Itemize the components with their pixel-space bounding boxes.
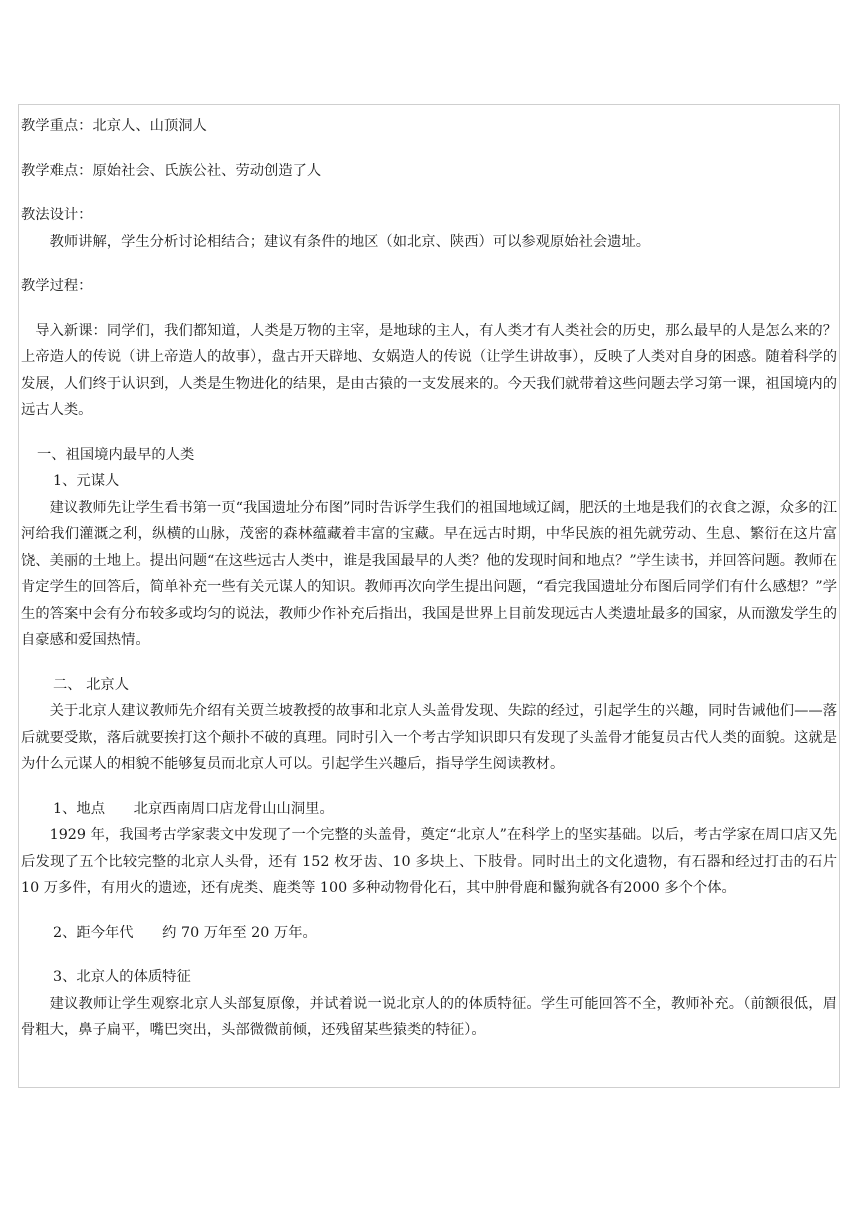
section2-body: 关于北京人建议教师先介绍有关贾兰坡教授的故事和北京人头盖骨发现、失踪的经过，引起学生的兴趣，同时告诫他们——落后就要受欺，落后就要挨打这个颠扑不破的真理。同时引入一个考古学知识即只有发现了头盖骨才能复员古代人类的面貌。这就是为什么元谋人的相貌不能够复员而北京人可以。引起学生兴趣后，指导学生阅读教材。 xyxy=(21,703,837,772)
section1-subtitle: 1、元谋人 xyxy=(53,473,120,489)
key-points: 教学重点：北京人、山顶洞人 xyxy=(21,118,207,134)
section1-body: 建议教师先让学生看书第一页“我国遗址分布图”同时告诉学生我们的祖国地域辽阔，肥沃的土地是我们的衣食之源，众多的江河给我们灌溉之利，纵横的山脉，茂密的森林蕴藏着丰富的宝藏。早在远古时期，中华民族的祖先就劳动、生息、繁衍在这片富饶、美丽的土地上。提出问题“在这些远古人类中，谁是我国最早的人类？他的发现时间和地点？”学生读书，并回答问题。教师在肯定学生的回答后，简单补充一些有关元谋人的知识。教师再次向学生提出问题，“看完我国遗址分布图后同学们有什么感想？”学生的答案中会有分布较多或均匀的说法，教师少作补充后指出，我国是世界上目前发现远古人类遗址最多的国家，从而激发学生的自豪感和爱国热情。 xyxy=(21,499,837,648)
intro-paragraph: 导入新课：同学们，我们都知道，人类是万物的主宰，是地球的主人，有人类才有人类社会的历史，那么最早的人是怎么来的？上帝造人的传说（讲上帝造人的故事），盘古开天辟地、女娲造人的传说（让学生讲故事），反映了人类对自身的困惑。随着科学的发展，人们终于认识到，人类是生物进化的结果，是由古猿的一支发展来的。今天我们就带着这些问题去学习第一课，祖国境内的远古人类。 xyxy=(21,322,837,418)
location-body: 1929 年，我国考古学家裴文中发现了一个完整的头盖骨，奠定“北京人”在科学上的坚实基础。以后，考古学家在周口店又先后发现了五个比较完整的北京人头骨，还有 152 枚牙齿、10 多块上、下肢骨。同时出土的文化遗物，有石器和经过打击的石片 10 万多件，有用火的遗迹，还有虎类、鹿类等 100 多种动物骨化石，其中肿骨鹿和鬣狗就各有2000 多个个体。 xyxy=(21,827,837,896)
age-line: 2、距今年代 约 70 万年至 20 万年。 xyxy=(53,924,317,941)
document-frame xyxy=(18,104,840,1088)
section1-title: 一、祖国境内最早的人类 xyxy=(37,446,195,463)
location-line: 1、地点 北京西南周口店龙骨山山洞里。 xyxy=(53,800,334,817)
features-title: 3、北京人的体质特征 xyxy=(53,969,191,985)
method-body: 教师讲解，学生分析讨论相结合；建议有条件的地区（如北京、陕西）可以参观原始社会遗址。 xyxy=(49,233,651,250)
document-content xyxy=(21,113,837,1044)
process-title: 教学过程： xyxy=(21,278,93,294)
difficulties: 教学难点：原始社会、氏族公社、劳动创造了人 xyxy=(21,162,322,179)
section2-title: 二、 北京人 xyxy=(53,676,130,693)
method-title: 教法设计： xyxy=(21,207,93,223)
features-body: 建议教师让学生观察北京人头部复原像，并试着说一说北京人的的体质特征。学生可能回答不全，教师补充。（前额很低，眉骨粗大，鼻子扁平，嘴巴突出，头部微微前倾，还残留某些猿类的特征）。 xyxy=(21,995,837,1038)
